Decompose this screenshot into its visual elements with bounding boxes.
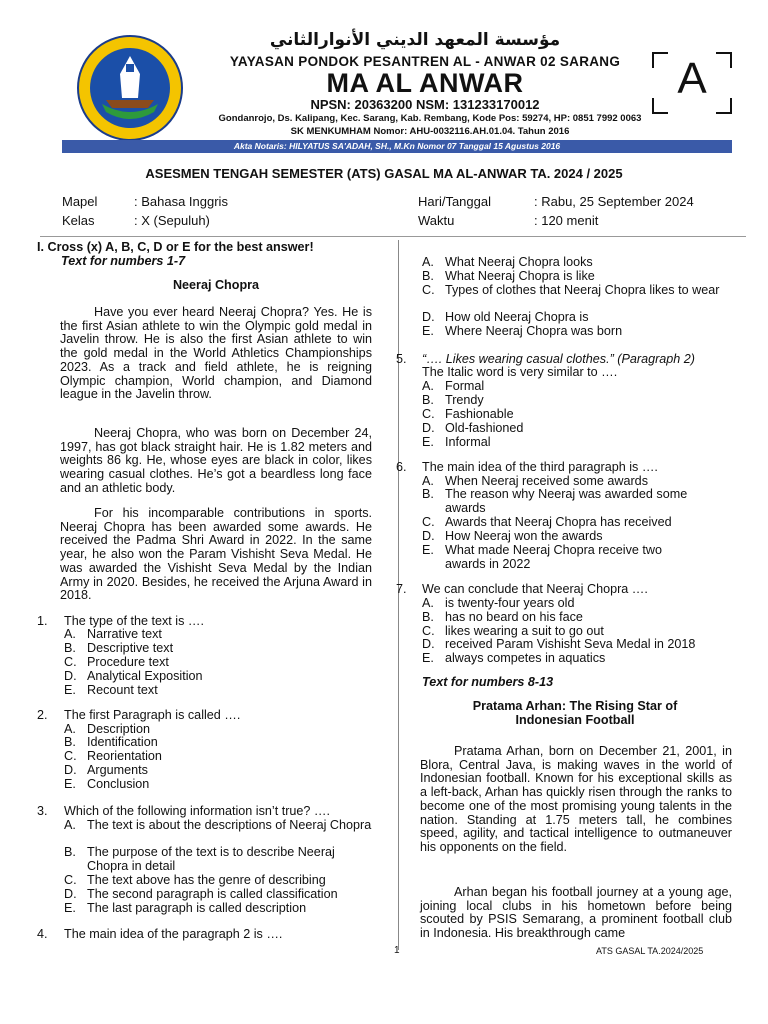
option-letter[interactable]: B. bbox=[422, 487, 434, 501]
q7-option-a[interactable]: is twenty-four years old bbox=[445, 596, 575, 610]
option-letter[interactable]: B. bbox=[64, 845, 76, 859]
q6-option-c[interactable]: Awards that Neeraj Chopra has received bbox=[445, 515, 672, 529]
question-4: The main idea of the paragraph 2 is …. bbox=[64, 927, 283, 941]
question-number: 4. bbox=[37, 927, 48, 941]
q2-option-c[interactable]: Reorientation bbox=[87, 749, 162, 763]
q4-option-c[interactable]: Types of clothes that Neeraj Chopra likes to wear bbox=[445, 283, 720, 297]
option-letter[interactable]: C. bbox=[64, 749, 77, 763]
option-letter[interactable]: A. bbox=[64, 818, 76, 832]
school-name: MA AL ANWAR bbox=[326, 68, 524, 98]
kelas-value: : X (Sepuluh) bbox=[134, 213, 210, 228]
option-letter[interactable]: C. bbox=[422, 283, 435, 297]
q1-option-a[interactable]: Narrative text bbox=[87, 627, 162, 641]
option-letter[interactable]: E. bbox=[422, 435, 434, 449]
option-letter[interactable]: B. bbox=[422, 393, 434, 407]
question-2: The first Paragraph is called …. bbox=[64, 708, 241, 722]
option-letter[interactable]: E. bbox=[64, 901, 76, 915]
instruction: I. Cross (x) A, B, C, D or E for the best answer! bbox=[37, 240, 314, 254]
q6-option-d[interactable]: How Neeraj won the awards bbox=[445, 529, 603, 543]
option-letter[interactable]: C. bbox=[422, 624, 435, 638]
q1-option-c[interactable]: Procedure text bbox=[87, 655, 169, 669]
question-7: We can conclude that Neeraj Chopra …. bbox=[422, 582, 648, 596]
q1-option-d[interactable]: Analytical Exposition bbox=[87, 669, 203, 683]
question-number: 1. bbox=[37, 614, 48, 628]
school-decree: SK MENKUMHAM Nomor: AHU-0032116.AH.01.04. Tahun 2016 bbox=[290, 126, 570, 137]
school-address: Gondanrojo, Ds. Kalipang, Kec. Sarang, Kab. Rembang, Kode Pos: 59274, HP: 0851 7992 0063 bbox=[218, 113, 642, 124]
q5-option-e[interactable]: Informal bbox=[445, 435, 491, 449]
q6-option-e[interactable]: What made Neeraj Chopra receive two awards in 2022 bbox=[445, 543, 662, 571]
school-ids: NPSN: 20363200 NSM: 131233170012 bbox=[310, 97, 540, 112]
question-3: Which of the following information isn’t true? …. bbox=[64, 804, 330, 818]
question-number: 3. bbox=[37, 804, 48, 818]
q6-option-b[interactable]: The reason why Neeraj was awarded some awards bbox=[445, 487, 688, 515]
footer-label: ATS GASAL TA.2024/2025 bbox=[596, 946, 704, 956]
q1-option-e[interactable]: Recount text bbox=[87, 683, 158, 697]
question-number: 6. bbox=[396, 460, 407, 474]
option-letter[interactable]: D. bbox=[422, 421, 435, 435]
passage1-paragraph1: Have you ever heard Neeraj Chopra? Yes. He is the first Asian athlete to win the Olympic gold medal in Javelin throw. He is also the first Asian athlete to win the gold medal in the World Athletics Championships 2023. As a track and field athlete, he is reigning Olympic champion, World champion, and Diamond league in the Javelin throw. bbox=[60, 305, 372, 402]
question-5-line2: The Italic word is very similar to …. bbox=[422, 365, 618, 379]
q1-option-b[interactable]: Descriptive text bbox=[87, 641, 174, 655]
passage2-paragraph1: Pratama Arhan, born on December 21, 2001, in Blora, Central Java, is making waves in the world of Indonesian football. Known for his exceptional skills as a left-back, Arhan has quickly risen through the ranks to become one of the most promising young talents in the nation. Standing at 1.75 meters tall, he combines speed, agility, and tactical intelligence to outmaneuver his opponents on the field. bbox=[420, 744, 732, 854]
option-letter[interactable]: E. bbox=[422, 324, 434, 338]
option-letter[interactable]: D. bbox=[422, 529, 435, 543]
foundation-name: YAYASAN PONDOK PESANTREN AL - ANWAR 02 SARANG bbox=[229, 54, 621, 69]
text-title-1: Neeraj Chopra bbox=[172, 278, 260, 292]
q4-option-b[interactable]: What Neeraj Chopra is like bbox=[445, 269, 595, 283]
exam-title: ASESMEN TENGAH SEMESTER (ATS) GASAL MA AL-ANWAR TA. 2024 / 2025 bbox=[145, 166, 623, 181]
q3-option-b[interactable]: The purpose of the text is to describe Neeraj Chopra in detail bbox=[87, 845, 335, 873]
question-number: 5. bbox=[396, 352, 407, 366]
question-6: The main idea of the third paragraph is …. bbox=[422, 460, 658, 474]
text-title-2-line1: Pratama Arhan: The Rising Star of bbox=[472, 699, 678, 713]
q3-option-a[interactable]: The text is about the descriptions of Neeraj Chopra bbox=[87, 818, 372, 832]
q3-option-e[interactable]: The last paragraph is called description bbox=[87, 901, 307, 915]
corner-letter: A bbox=[677, 54, 707, 103]
page-number: 1 bbox=[394, 945, 400, 956]
option-letter[interactable]: E. bbox=[422, 651, 434, 665]
option-letter[interactable]: C. bbox=[64, 873, 77, 887]
notary-bar: Akta Notaris: HILYATUS SA'ADAH, SH., M.Kn Nomor 07 Tanggal 15 Agustus 2016 bbox=[62, 140, 732, 153]
q5-option-d[interactable]: Old-fashioned bbox=[445, 421, 524, 435]
option-letter[interactable]: E. bbox=[422, 543, 434, 557]
option-letter[interactable]: C. bbox=[64, 655, 77, 669]
question-1: The type of the text is …. bbox=[64, 614, 204, 628]
option-letter[interactable]: B. bbox=[422, 269, 434, 283]
q5-option-b[interactable]: Trendy bbox=[445, 393, 484, 407]
hari-label: Hari/Tanggal bbox=[418, 194, 491, 209]
option-letter[interactable]: D. bbox=[422, 310, 435, 324]
option-letter[interactable]: A. bbox=[422, 255, 434, 269]
q2-option-a[interactable]: Description bbox=[87, 722, 150, 736]
hari-value: : Rabu, 25 September 2024 bbox=[534, 194, 694, 209]
option-letter[interactable]: B. bbox=[422, 610, 434, 624]
q7-option-c[interactable]: likes wearing a suit to go out bbox=[445, 624, 604, 638]
q7-option-b[interactable]: has no beard on his face bbox=[445, 610, 583, 624]
waktu-value: : 120 menit bbox=[534, 213, 599, 228]
divider bbox=[40, 236, 746, 237]
q4-option-d[interactable]: How old Neeraj Chopra is bbox=[445, 310, 589, 324]
option-letter[interactable]: C. bbox=[422, 515, 435, 529]
mapel-value: : Bahasa Inggris bbox=[134, 194, 228, 209]
mapel-label: Mapel bbox=[62, 194, 98, 209]
option-letter[interactable]: D. bbox=[64, 887, 77, 901]
option-letter[interactable]: A. bbox=[64, 722, 76, 736]
passage2-paragraph2: Arhan began his football journey at a young age, joining local clubs in his hometown before being scouted by PSIS Semarang, a prominent football club in Indonesia. His breakthrough came bbox=[420, 885, 732, 941]
text-label-1: Text for numbers 1-7 bbox=[61, 254, 186, 268]
option-letter[interactable]: B. bbox=[64, 735, 76, 749]
q4-option-e[interactable]: Where Neeraj Chopra was born bbox=[445, 324, 623, 338]
q7-option-e[interactable]: always competes in aquatics bbox=[445, 651, 606, 665]
option-letter[interactable]: A. bbox=[422, 474, 434, 488]
waktu-label: Waktu bbox=[418, 213, 455, 228]
option-letter[interactable]: A. bbox=[64, 627, 76, 641]
q5-option-c[interactable]: Fashionable bbox=[445, 407, 514, 421]
q2-option-b[interactable]: Identification bbox=[87, 735, 158, 749]
foundation-name-arabic: مؤسسة المعهد الديني الأنوارالثاني bbox=[269, 30, 561, 50]
q4-option-a[interactable]: What Neeraj Chopra looks bbox=[445, 255, 593, 269]
question-5-quote: “…. Likes wearing bbox=[422, 352, 527, 366]
kelas-label: Kelas bbox=[62, 213, 95, 228]
q6-option-a[interactable]: When Neeraj received some awards bbox=[445, 474, 648, 488]
option-letter[interactable]: E. bbox=[64, 683, 76, 697]
text-label-2: Text for numbers 8-13 bbox=[422, 675, 554, 689]
option-letter[interactable]: D. bbox=[422, 637, 435, 651]
option-letter[interactable]: D. bbox=[64, 763, 77, 777]
passage1-paragraph2: Neeraj Chopra, who was born on December 24, 1997, has got black straight hair. He is 1.82 meters and weights 86 kg. He, whose eyes are black in color, likes wearing casual clothes. He’s got a beardless long face and an athletic body. bbox=[60, 426, 372, 495]
option-letter[interactable]: C. bbox=[422, 407, 435, 421]
q3-option-d[interactable]: The second paragraph is called classification bbox=[87, 887, 338, 901]
text-title-2-line2: Indonesian Football bbox=[515, 713, 635, 727]
q3-option-c[interactable]: The text above has the genre of describing bbox=[87, 873, 326, 887]
q2-option-e[interactable]: Conclusion bbox=[87, 777, 150, 791]
option-letter[interactable]: A. bbox=[422, 379, 434, 393]
option-letter[interactable]: A. bbox=[422, 596, 434, 610]
question-5-italic: casual clothes.” (Paragraph 2) bbox=[526, 352, 695, 366]
q5-option-a[interactable]: Formal bbox=[445, 379, 485, 393]
question-number: 7. bbox=[396, 582, 407, 596]
question-number: 2. bbox=[37, 708, 48, 722]
passage1-paragraph3: For his incomparable contributions in sports. Neeraj Chopra has been awarded some awards. He received the Padma Shri Award in 2022. In the same year, he also won the Param Vishisht Seva Medal. He was awarded the Vishisht Seva Medal by the Indian Army in 2020. Besides, he received the Arjuna Award in 2018. bbox=[60, 506, 372, 603]
q7-option-d[interactable]: received Param Vishisht Seva Medal in 2018 bbox=[445, 637, 696, 651]
option-letter[interactable]: E. bbox=[64, 777, 76, 791]
option-letter[interactable]: D. bbox=[64, 669, 77, 683]
q2-option-d[interactable]: Arguments bbox=[87, 763, 148, 777]
option-letter[interactable]: B. bbox=[64, 641, 76, 655]
